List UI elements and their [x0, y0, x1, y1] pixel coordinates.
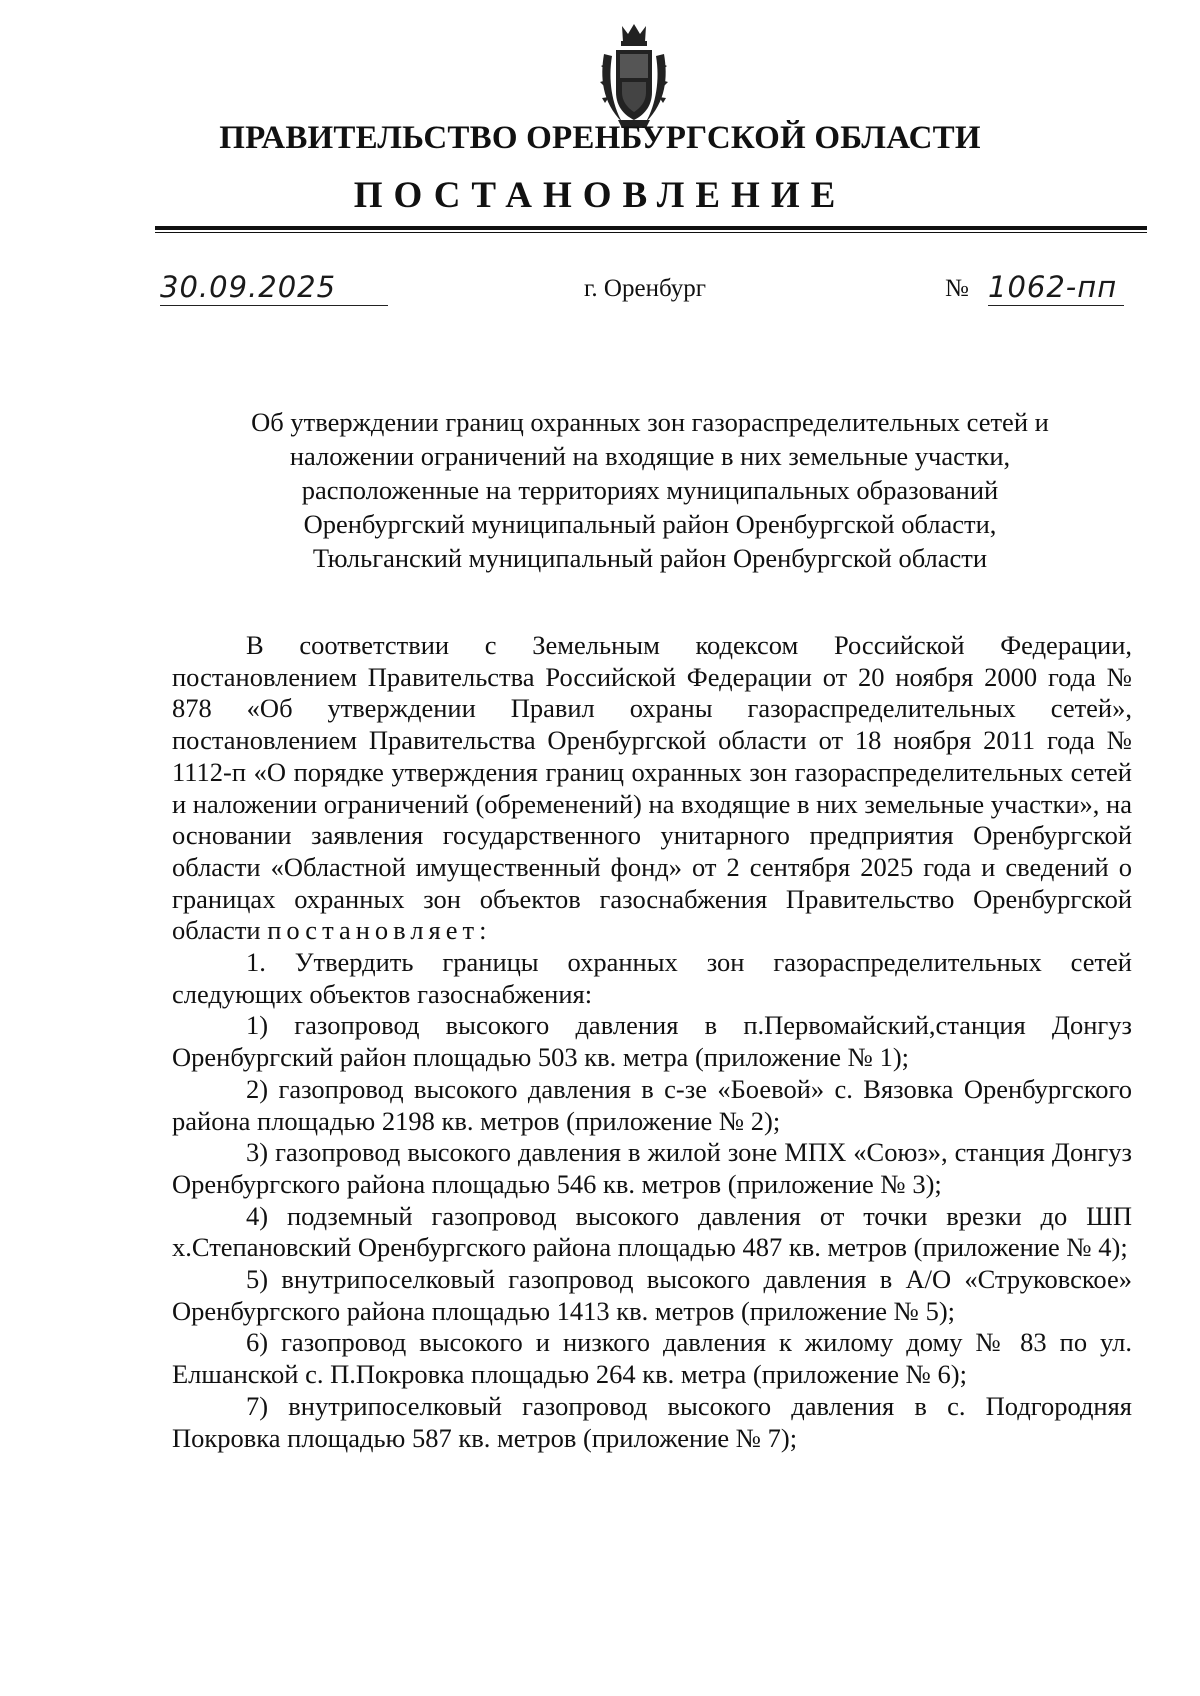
document-city: г. Оренбург	[584, 275, 706, 302]
subitem-5: 5) внутрипоселковый газопровод высокого давления в А/О «Струковское» Оренбургского района площадью 1413 кв. метров (приложение № 5);	[172, 1264, 1132, 1326]
subject-line: Оренбургский муниципальный район Оренбургской области,	[303, 509, 997, 539]
preamble-text: В соответствии с Земельным кодексом Российской Федерации, постановлением Правительства Российской Федерации от 20 ноября 2000 года № 878 «Об утверждении Правил охраны газораспределительных сетей», постановлением Правительства Оренбургской области от 18 ноября 2011 года № 1112-п «О порядке утверждения границ охранных зон газораспределительных сетей и наложении ограничений (обременений) на входящие в них земельные участки», на основании заявления государственного унитарного предприятия Оренбургской области «Областной имущественный фонд» от 2 сентября 2025 года и сведений о границах охранных зон объектов газоснабжения Правительство Оренбургской	[172, 630, 1132, 914]
document-date	[160, 270, 388, 310]
subitem-1: 1) газопровод высокого давления в п.Первомайский,станция Донгуз Оренбургский район площадью 503 кв. метра (приложение № 1);	[172, 1010, 1132, 1073]
preamble-paragraph	[172, 630, 1132, 947]
organization-title: ПРАВИТЕЛЬСТВО ОРЕНБУРГСКОЙ ОБЛАСТИ	[219, 120, 981, 156]
subitem-2: 2) газопровод высокого давления в с-зе «Боевой» с. Вязовка Оренбургского района площадью 2198 кв. метров (приложение № 2);	[172, 1073, 1132, 1136]
document-type-title: ПОСТАНОВЛЕНИЕ	[353, 175, 847, 216]
subject-line: Тюльганский муниципальный район Оренбургской области	[312, 543, 988, 573]
subitem-7: 7) внутрипоселковый газопровод высокого давления в с. Подгородняя Покровка площадью 587 кв. метров (приложение № 7);	[172, 1390, 1132, 1453]
decree-word: постановляет:	[267, 915, 492, 946]
number-handwritten: 1062-пп	[988, 270, 1118, 304]
preamble-end: области	[172, 915, 261, 946]
coat-of-arms-icon	[598, 22, 670, 130]
subject-line: Об утверждении границ охранных зон газораспределительных сетей и	[251, 407, 1049, 437]
item-1: 1. Утвердить границы охранных зон газораспределительных сетей следующих объектов газоснабжения:	[172, 947, 1132, 1009]
subitem-3: 3) газопровод высокого давления в жилой зоне МПХ «Союз», станция Донгуз Оренбургского района площадью 546 кв. метров (приложение № 3);	[172, 1137, 1132, 1199]
subject-line: наложении ограничений на входящие в них земельные участки,	[289, 441, 1011, 471]
subitem-6: 6) газопровод высокого и низкого давления к жилому дому № 83 по ул. Елшанской с. П.Покровка площадью 264 кв. метра (приложение № 6);	[172, 1327, 1132, 1390]
number-label: №	[945, 275, 969, 302]
header-divider-thin	[155, 232, 1147, 233]
document-subject	[160, 405, 1140, 575]
date-handwritten: 30.09.2025	[160, 270, 337, 304]
subitem-4: 4) подземный газопровод высокого давления от точки врезки до ШП х.Степановский Оренбургского района площадью 487 кв. метров (приложение № 4);	[172, 1200, 1132, 1263]
number-underline	[988, 305, 1124, 307]
document-body	[172, 630, 1132, 1454]
date-underline	[160, 305, 388, 307]
document-number	[988, 270, 1124, 310]
subject-line: расположенные на территориях муниципальных образований	[301, 475, 999, 505]
header-divider	[155, 226, 1147, 230]
